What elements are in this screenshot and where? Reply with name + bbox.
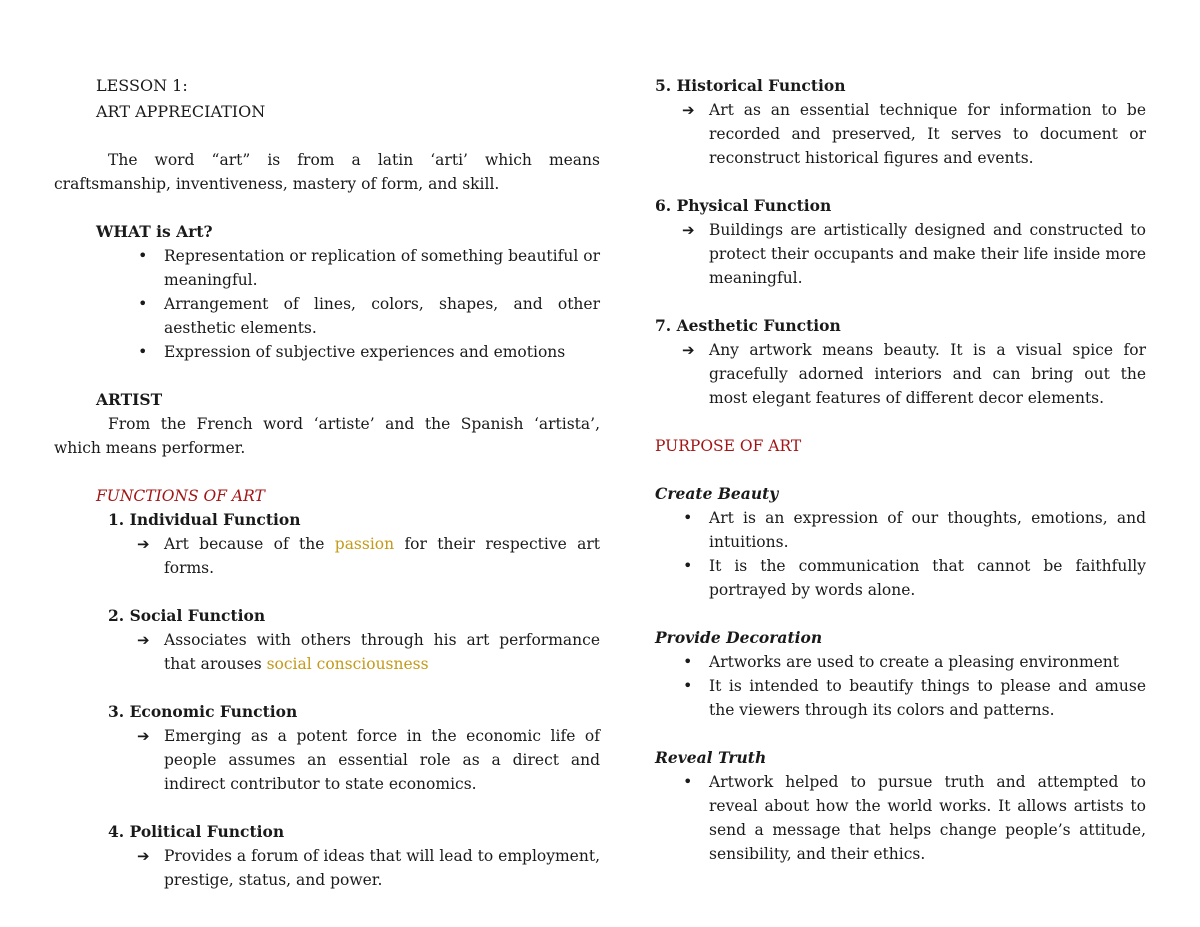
function-5-list: [655, 98, 1146, 170]
reveal-truth-heading: Reveal Truth: [655, 748, 767, 767]
function-3-title: 3. Economic Function: [108, 702, 298, 721]
function-6-title: 6. Physical Function: [655, 196, 832, 215]
left-column: [54, 74, 600, 892]
function-4-list: [54, 844, 600, 892]
list-item: [164, 628, 600, 676]
functions-heading: FUNCTIONS OF ART: [96, 487, 265, 505]
intro-paragraph: The word “art” is from a latin ‘arti’ which means craftsmanship, inventiveness, mastery of form, and skill.: [54, 151, 600, 193]
list-item: • Artworks are used to create a pleasing environment: [709, 650, 1146, 674]
list-item: ➔ Buildings are artistically designed and constructed to protect their occupants and make their life inside more meaningful.: [709, 218, 1146, 290]
function-4-title: 4. Political Function: [108, 822, 285, 841]
list-item: • Art is an expression of our thoughts, emotions, and intuitions.: [709, 506, 1146, 554]
function-2-list: [54, 628, 600, 676]
function-1-list: [54, 532, 600, 580]
social-consciousness-highlight: social consciousness: [266, 655, 429, 673]
function-2-title: 2. Social Function: [108, 606, 266, 625]
artist-heading: ARTIST: [96, 390, 163, 409]
list-item: ➔ Provides a forum of ideas that will lead to employment, prestige, status, and power.: [164, 844, 600, 892]
passion-highlight: passion: [334, 535, 395, 553]
list-item: [164, 532, 600, 580]
function-6-list: [655, 218, 1146, 290]
function-7-list: [655, 338, 1146, 410]
right-column: [655, 74, 1146, 866]
list-item: • Representation or replication of something beautiful or meaningful.: [164, 244, 600, 292]
create-beauty-list: [655, 506, 1146, 602]
function-1-title: 1. Individual Function: [108, 510, 301, 529]
what-is-art-list: [54, 244, 600, 364]
list-item: ➔ Any artwork means beauty. It is a visual spice for gracefully adorned interiors and can bring out the most elegant features of different decor elements.: [709, 338, 1146, 410]
provide-decoration-heading: Provide Decoration: [655, 628, 823, 647]
function-5-title: 5. Historical Function: [655, 76, 846, 95]
what-is-art-heading: WHAT is Art?: [96, 222, 213, 241]
list-item: • Expression of subjective experiences and emotions: [164, 340, 600, 364]
lesson-label: LESSON 1:: [96, 76, 188, 95]
provide-decoration-list: [655, 650, 1146, 722]
function-7-title: 7. Aesthetic Function: [655, 316, 841, 335]
list-item: ➔ Art as an essential technique for information to be recorded and preserved, It serves to document or reconstruct historical figures and events.: [709, 98, 1146, 170]
list-item: • It is intended to beautify things to please and amuse the viewers through its colors and patterns.: [709, 674, 1146, 722]
reveal-truth-list: [655, 770, 1146, 866]
create-beauty-heading: Create Beauty: [655, 484, 779, 503]
list-item: • Artwork helped to pursue truth and attempted to reveal about how the world works. It allows artists to send a message that helps change people’s attitude, sensibility, and their ethics.: [709, 770, 1146, 866]
list-item: • It is the communication that cannot be faithfully portrayed by words alone.: [709, 554, 1146, 602]
list-item: • Arrangement of lines, colors, shapes, and other aesthetic elements.: [164, 292, 600, 340]
function-2-text: Associates with others through his art performance that arouses: [164, 631, 600, 673]
lesson-title: ART APPRECIATION: [96, 102, 266, 121]
function-3-list: [54, 724, 600, 796]
function-1-text-end: for their respective art forms.: [164, 535, 600, 577]
purpose-heading: PURPOSE OF ART: [655, 437, 802, 455]
artist-paragraph: From the French word ‘artiste’ and the Spanish ‘artista’, which means performer.: [54, 415, 600, 457]
function-1-text-start: Art because of the: [164, 535, 335, 553]
list-item: ➔ Emerging as a potent force in the economic life of people assumes an essential role as a direct and indirect contributor to state economics.: [164, 724, 600, 796]
